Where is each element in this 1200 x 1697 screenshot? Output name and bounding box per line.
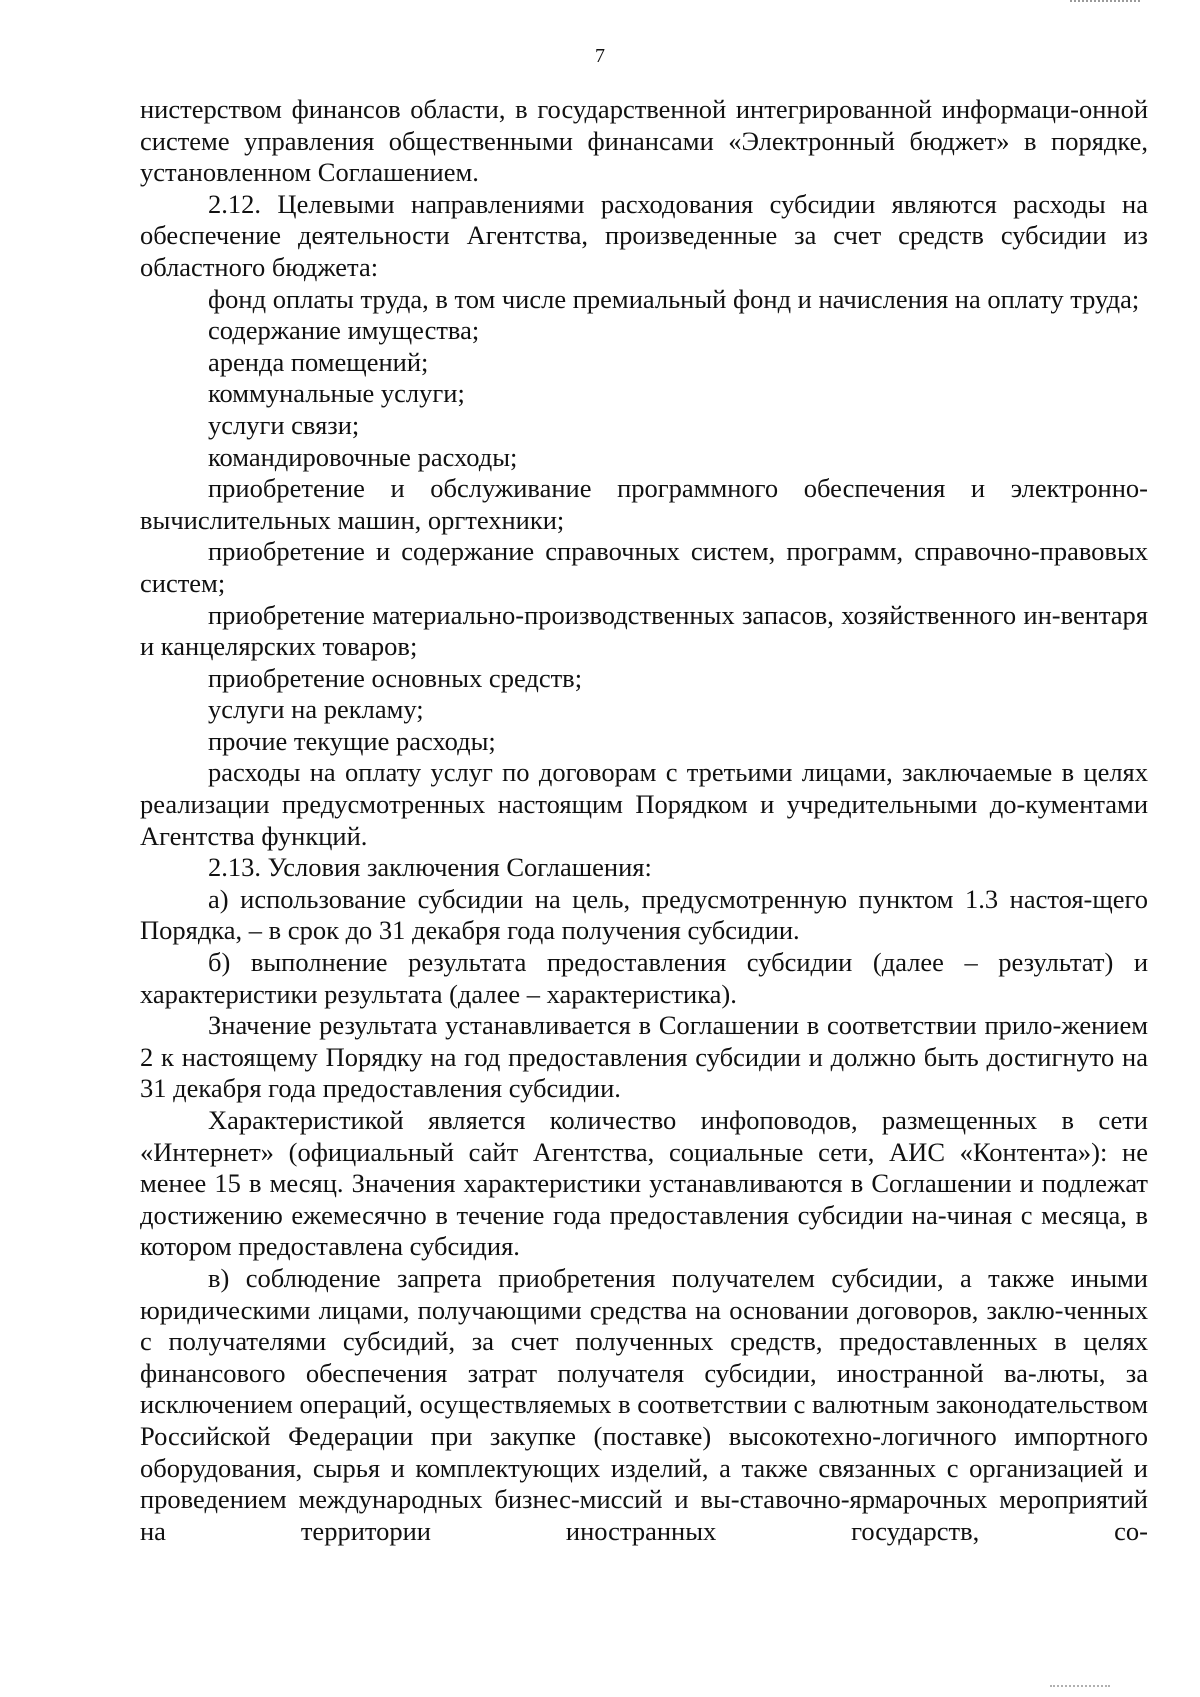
list-item-software: приобретение и обслуживание программного обеспечения и электронно-вычислительных машин, оргтехники;	[140, 473, 1148, 535]
list-item-communications: услуги связи;	[208, 409, 360, 440]
paragraph-continuation: нистерством финансов области, в государственной интегрированной информаци-онной системе управления общественными финансами «Электронный бюджет» в порядке, установленном Соглашением.	[140, 94, 1148, 188]
scan-artifact-bottom	[1050, 1679, 1110, 1687]
paragraph-characteristic: Характеристикой является количество инфоповодов, размещенных в сети «Интернет» (официальный сайт Агентства, социальные сети, АИС «Контента»): не менее 15 в месяц. Значения характеристики устанавливаются в Соглашении и подлежат достижению ежемесячно в течение года предоставления субсидии на-чиная с месяца, в котором предоставлена субсидия.	[140, 1105, 1148, 1262]
condition-a: а) использование субсидии на цель, предусмотренную пунктом 1.3 настоя-щего Порядка, – в срок до 31 декабря года получения субсидии.	[140, 883, 1148, 946]
list-item-advertising: услуги на рекламу;	[208, 694, 424, 725]
paragraph-2-13: 2.13. Условия заключения Соглашения:	[208, 852, 652, 883]
list-item-travel: командировочные расходы;	[208, 441, 518, 472]
paragraph-result-value: Значение результата устанавливается в Соглашении в соответствии прило-жением 2 к настоящему Порядку на год предоставления субсидии и должно быть достигнуто на 31 декабря года предоставления субсидии.	[140, 1010, 1148, 1104]
list-item-wage-fund: фонд оплаты труда, в том числе премиальный фонд и начисления на оплату труда;	[208, 283, 1140, 314]
list-item-materials: приобретение материально-производственных запасов, хозяйственного ин-вентаря и канцелярских товаров;	[140, 599, 1148, 662]
list-item-reference-systems: приобретение и содержание справочных систем, программ, справочно-правовых систем;	[140, 536, 1148, 598]
condition-b: б) выполнение результата предоставления субсидии (далее – результат) и характеристики результата (далее – характеристика).	[140, 947, 1148, 1009]
page-number: 7	[595, 45, 605, 67]
condition-v: в) соблюдение запрета приобретения получателем субсидии, а также иными юридическими лицами, получающими средства на основании договоров, заклю-ченных с получателями субсидий, за счет полученных средств, предоставленных в целях финансового обеспечения затрат получателя субсидии, иностранной ва-люты, за исключением операций, осуществляемых в соответствии с валютным законодательством Российской Федерации при закупке (поставке) высокотехно-логичного импортного оборудования, сырья и комплектующих изделий, а также связанных с организацией и проведением международных бизнес-миссий и вы-ставочно-ярмарочных мероприятий на территории иностранных государств, со-	[140, 1262, 1148, 1546]
list-item-third-party-services: расходы на оплату услуг по договорам с третьими лицами, заключаемые в целях реализации предусмотренных настоящим Порядком и учредительными до-кументами Агентства функций.	[140, 757, 1148, 851]
list-item-fixed-assets: приобретение основных средств;	[208, 662, 583, 693]
paragraph-2-12: 2.12. Целевыми направлениями расходования субсидии являются расходы на обеспечение деятельности Агентства, произведенные за счет средств субсидии из областного бюджета:	[140, 188, 1148, 282]
list-item-utilities: коммунальные услуги;	[208, 378, 465, 409]
list-item-property: содержание имущества;	[208, 315, 480, 346]
document-body	[140, 94, 1148, 1547]
scan-artifact-top	[1070, 0, 1140, 8]
list-item-other-expenses: прочие текущие расходы;	[208, 725, 496, 756]
list-item-rent: аренда помещений;	[208, 346, 429, 377]
